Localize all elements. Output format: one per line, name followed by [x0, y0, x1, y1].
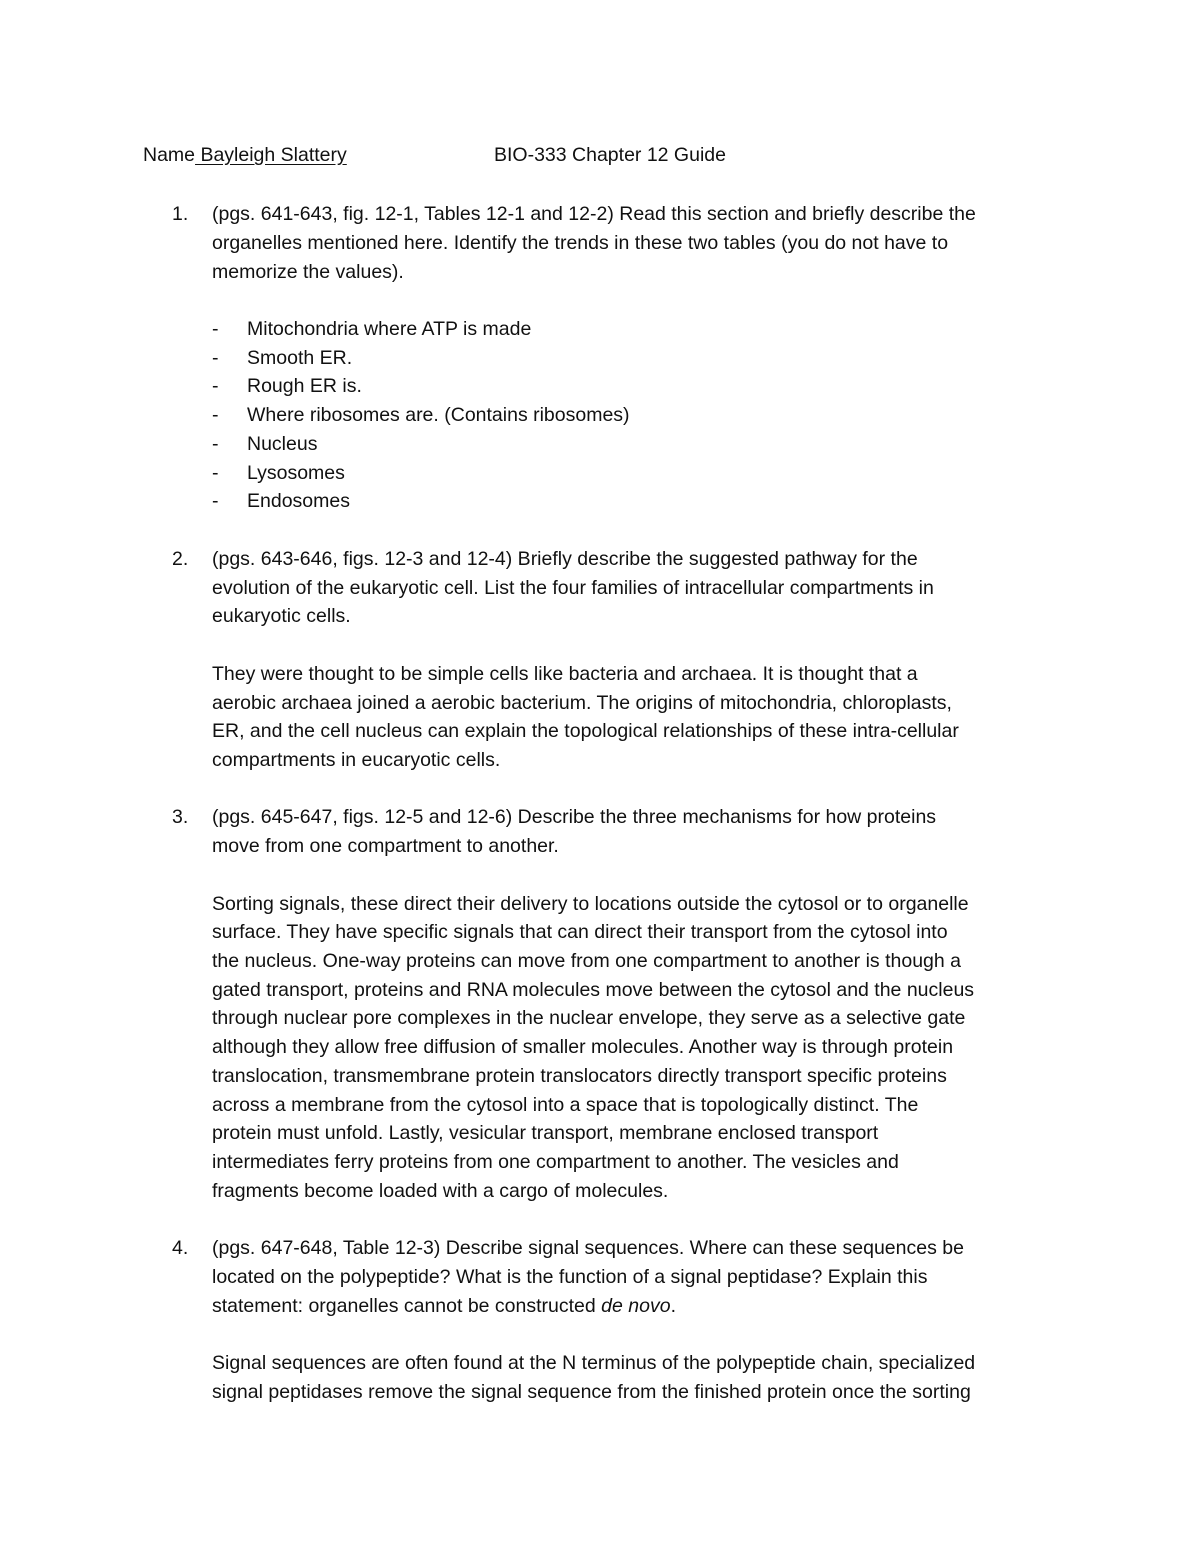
question-number: 2.: [172, 548, 189, 570]
bullet-marker: -: [212, 404, 219, 426]
question-text: located on the polypeptide? What is the function of a signal peptidase? Explain this: [212, 1266, 928, 1288]
question-text: organelles mentioned here. Identify the trends in these two tables (you do not have to: [212, 232, 949, 254]
bullet-marker: -: [212, 318, 219, 340]
answer-text: Sorting signals, these direct their delivery to locations outside the cytosol or to organelle: [212, 893, 969, 915]
bullet-marker: -: [212, 462, 219, 484]
name-field: [143, 143, 347, 167]
student-name: Bayleigh Slattery: [195, 144, 347, 166]
question-text: evolution of the eukaryotic cell. List the four families of intracellular compartments in: [212, 577, 934, 599]
answer-text: Signal sequences are often found at the N terminus of the polypeptide chain, specialized: [212, 1352, 976, 1374]
answer-text: across a membrane from the cytosol into a space that is topologically distinct. The: [212, 1094, 919, 1116]
question-number: 1.: [172, 203, 189, 225]
question-text: (pgs. 647-648, Table 12-3) Describe signal sequences. Where can these sequences be: [212, 1237, 964, 1259]
bullet-marker: -: [212, 347, 219, 369]
italic-term: de novo: [601, 1295, 671, 1317]
answer-text: They were thought to be simple cells like bacteria and archaea. It is thought that a: [212, 663, 918, 685]
question-number: 4.: [172, 1237, 189, 1259]
question-text: [212, 1294, 676, 1318]
list-item: Where ribosomes are. (Contains ribosomes): [247, 404, 630, 426]
question-text: move from one compartment to another.: [212, 835, 559, 857]
question-text-segment: statement: organelles cannot be constructed: [212, 1295, 602, 1317]
question-text: eukaryotic cells.: [212, 605, 351, 627]
list-item: Lysosomes: [247, 462, 345, 484]
answer-text: the nucleus. One-way proteins can move from one compartment to another is though a: [212, 950, 961, 972]
list-item: Mitochondria where ATP is made: [247, 318, 532, 340]
name-label: Name: [143, 144, 196, 166]
question-text-segment: .: [670, 1295, 676, 1317]
answer-text: intermediates ferry proteins from one compartment to another. The vesicles and: [212, 1151, 899, 1173]
list-item: Rough ER is.: [247, 375, 362, 397]
question-text: (pgs. 641-643, fig. 12-1, Tables 12-1 and 12-2) Read this section and briefly describe the: [212, 203, 976, 225]
answer-text: protein must unfold. Lastly, vesicular transport, membrane enclosed transport: [212, 1122, 879, 1144]
list-item: Smooth ER.: [247, 347, 353, 369]
question-text: memorize the values).: [212, 261, 404, 283]
answer-text: ER, and the cell nucleus can explain the topological relationships of these intra-cellular: [212, 720, 959, 742]
answer-text: surface. They have specific signals that can direct their transport from the cytosol into: [212, 921, 948, 943]
bullet-marker: -: [212, 490, 219, 512]
answer-text: translocation, transmembrane protein translocators directly transport specific proteins: [212, 1065, 947, 1087]
answer-text: through nuclear pore complexes in the nuclear envelope, they serve as a selective gate: [212, 1007, 966, 1029]
answer-text: gated transport, proteins and RNA molecules move between the cytosol and the nucleus: [212, 979, 975, 1001]
answer-text: aerobic archaea joined a aerobic bacterium. The origins of mitochondria, chloroplasts,: [212, 692, 952, 714]
answer-text: although they allow free diffusion of smaller molecules. Another way is through protein: [212, 1036, 954, 1058]
answer-text: signal peptidases remove the signal sequence from the finished protein once the sorting: [212, 1381, 971, 1403]
bullet-marker: -: [212, 433, 219, 455]
course-title: BIO-333 Chapter 12 Guide: [494, 144, 726, 166]
answer-text: compartments in eucaryotic cells.: [212, 749, 501, 771]
answer-text: fragments become loaded with a cargo of molecules.: [212, 1180, 669, 1202]
list-item: Endosomes: [247, 490, 350, 512]
question-text: (pgs. 643-646, figs. 12-3 and 12-4) Briefly describe the suggested pathway for the: [212, 548, 918, 570]
question-text: (pgs. 645-647, figs. 12-5 and 12-6) Describe the three mechanisms for how proteins: [212, 806, 937, 828]
list-item: Nucleus: [247, 433, 318, 455]
bullet-marker: -: [212, 375, 219, 397]
question-number: 3.: [172, 806, 189, 828]
